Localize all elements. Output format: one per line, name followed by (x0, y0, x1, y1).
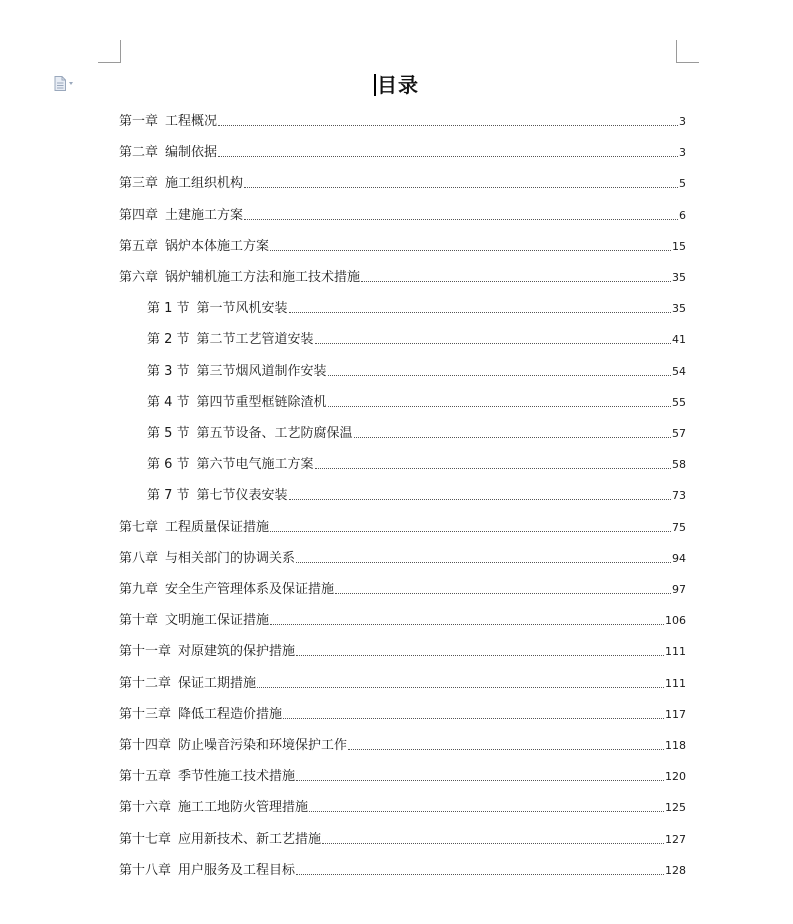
toc-dot-leader (315, 468, 671, 469)
toc-entry-number: 第十五章 (119, 769, 172, 785)
toc-entry-page-number: 111 (665, 645, 686, 659)
toc-dot-leader (315, 343, 671, 344)
toc-dot-leader (244, 187, 678, 188)
toc-dot-leader (354, 437, 671, 438)
toc-dot-leader (335, 593, 671, 594)
toc-entry-page-number: 120 (665, 770, 686, 784)
toc-entry-number: 第 1 节 (147, 301, 190, 317)
toc-entry-title: 工程质量保证措施 (165, 519, 270, 535)
toc-entry-title: 第三节烟风道制作安装 (196, 363, 327, 379)
toc-entry-page-number: 117 (665, 707, 686, 721)
toc-dot-leader (270, 250, 671, 251)
toc-entry-number: 第 3 节 (147, 363, 190, 379)
toc-entry-title: 对原建筑的保护措施 (178, 644, 296, 660)
toc-entry-number: 第二章 (119, 145, 159, 161)
toc-entry-number: 第十四章 (119, 738, 172, 753)
toc-entry[interactable] (147, 296, 686, 316)
toc-entry-page-number: 54 (672, 364, 686, 378)
toc-entry[interactable] (119, 546, 686, 566)
toc-entry-title: 防止噪音污染和环境保护工作 (178, 738, 348, 753)
toc-entry-title: 第六节电气施工方案 (196, 457, 314, 473)
toc-entry-number: 第一章 (119, 114, 159, 129)
toc-entry-title: 锅炉辅机施工方法和施工技术措施 (165, 270, 361, 285)
toc-entry-number: 第六章 (119, 270, 159, 285)
toc-entry-number: 第十六章 (119, 800, 172, 816)
toc-entry-number: 第 2 节 (147, 332, 190, 348)
toc-entry-title: 降低工程造价措施 (178, 706, 283, 722)
toc-entry[interactable] (119, 140, 686, 160)
toc-entry-page-number: 3 (679, 115, 686, 128)
toc-dot-leader (270, 624, 664, 625)
toc-dot-leader (361, 281, 671, 282)
toc-entry-page-number: 75 (672, 520, 686, 534)
toc-entry-title: 应用新技术、新工艺措施 (178, 831, 322, 847)
toc-entry[interactable] (119, 858, 686, 878)
toc-entry-number: 第十二章 (119, 675, 172, 691)
toc-entry-page-number: 97 (672, 583, 686, 596)
toc-dot-leader (296, 562, 671, 563)
toc-dot-leader (296, 655, 664, 656)
toc-entry-title: 第四节重型框链除渣机 (196, 394, 327, 410)
toc-entry-page-number: 41 (672, 333, 686, 347)
toc-entry-number: 第八章 (119, 550, 159, 566)
toc-entry[interactable] (119, 764, 686, 784)
toc-entry-page-number: 73 (672, 489, 686, 503)
toc-entry-page-number: 15 (672, 239, 686, 253)
toc-entry-page-number: 128 (665, 863, 686, 877)
crop-mark-top-right (676, 40, 699, 63)
toc-dot-leader (348, 749, 664, 750)
toc-entry-title: 保证工期措施 (178, 675, 257, 691)
toc-entry[interactable] (119, 671, 686, 691)
toc-entry-title: 施工工地防火管理措施 (178, 800, 309, 816)
toc-entry-title: 锅炉本体施工方案 (165, 238, 270, 254)
toc-entry[interactable] (147, 421, 686, 441)
toc-entry-number: 第 7 节 (147, 488, 190, 504)
toc-entry[interactable] (119, 827, 686, 847)
toc-dot-leader (218, 156, 678, 157)
toc-dot-leader (270, 531, 671, 532)
toc-entry-title: 土建施工方案 (165, 207, 244, 223)
toc-entry-page-number: 35 (672, 302, 686, 316)
toc-entry-number: 第七章 (119, 519, 159, 535)
toc-entry-number: 第三章 (119, 176, 159, 192)
toc-entry-page-number: 57 (672, 427, 686, 440)
toc-entry[interactable] (119, 515, 686, 535)
toc-entry-number: 第十一章 (119, 644, 172, 660)
toc-dot-leader (218, 125, 678, 126)
toc-entry-page-number: 106 (665, 614, 686, 628)
toc-entry[interactable] (147, 452, 686, 472)
toc-entry[interactable] (119, 109, 686, 129)
toc-entry-title: 第二节工艺管道安装 (196, 332, 314, 348)
toc-entry-page-number: 55 (672, 395, 686, 409)
toc-dot-leader (257, 687, 664, 688)
toc-entry-page-number: 94 (672, 551, 686, 565)
toc-entry-title: 第一节风机安装 (196, 301, 288, 317)
toc-entry-page-number: 3 (679, 146, 686, 160)
toc-entry-title: 文明施工保证措施 (165, 613, 270, 629)
toc-dot-leader (328, 375, 671, 376)
page-title[interactable]: 目录 (377, 73, 419, 97)
toc-entry[interactable] (119, 639, 686, 659)
toc-dot-leader (328, 406, 671, 407)
toc-entry-title: 安全生产管理体系及保证措施 (165, 582, 335, 597)
toc-entry[interactable] (119, 795, 686, 815)
toc-dot-leader (289, 312, 671, 313)
toc-entry-number: 第五章 (119, 238, 159, 254)
toc-dot-leader (283, 718, 664, 719)
toc-entry[interactable] (147, 327, 686, 347)
toc-entry-title: 季节性施工技术措施 (178, 769, 296, 785)
toc-dot-leader (309, 811, 664, 812)
toc-entry[interactable] (119, 577, 686, 597)
toc-entry-page-number: 127 (665, 832, 686, 846)
toc-entry[interactable] (119, 171, 686, 191)
text-cursor (374, 74, 376, 96)
toc-entry[interactable] (147, 390, 686, 410)
toc-entry[interactable] (119, 702, 686, 722)
toc-dot-leader (244, 219, 678, 220)
toc-entry-title: 第五节设备、工艺防腐保温 (196, 426, 353, 441)
toc-entry-title: 工程概况 (165, 114, 218, 129)
toc-dot-leader (322, 843, 664, 844)
toc-entry-number: 第四章 (119, 207, 159, 223)
toc-entry[interactable] (119, 203, 686, 223)
toc-entry-title: 第七节仪表安装 (196, 488, 288, 504)
toc-entry[interactable] (119, 733, 686, 753)
toc-entry-page-number: 6 (679, 208, 686, 222)
toc-entry-page-number: 118 (665, 739, 686, 752)
toc-entry-title: 与相关部门的协调关系 (165, 550, 296, 566)
toc-dot-leader (289, 499, 671, 500)
title-row (0, 69, 793, 97)
toc-entry-number: 第九章 (119, 582, 159, 597)
toc-entry[interactable] (119, 265, 686, 285)
toc-entry[interactable] (147, 359, 686, 379)
toc-entry-page-number: 5 (679, 177, 686, 191)
toc-entry-number: 第 6 节 (147, 457, 190, 473)
toc-entry[interactable] (119, 608, 686, 628)
toc-dot-leader (296, 780, 664, 781)
toc-entry-title: 施工组织机构 (165, 176, 244, 192)
toc-dot-leader (296, 874, 664, 875)
toc-entry-number: 第 4 节 (147, 394, 190, 410)
toc-entry-number: 第十三章 (119, 706, 172, 722)
toc-entry-title: 编制依据 (165, 145, 218, 161)
toc-entry-page-number: 58 (672, 458, 686, 472)
toc-entry-number: 第十章 (119, 613, 159, 629)
crop-mark-top-left (98, 40, 121, 63)
toc-entry-page-number: 35 (672, 271, 686, 284)
toc-entry-number: 第十八章 (119, 862, 172, 878)
toc-entry-page-number: 125 (665, 801, 686, 815)
toc-entry-title: 用户服务及工程目标 (178, 862, 296, 878)
toc-entry[interactable] (119, 234, 686, 254)
toc-entry[interactable] (147, 483, 686, 503)
toc-entry-page-number: 111 (665, 676, 686, 690)
toc-entry-number: 第十七章 (119, 831, 172, 847)
toc-entry-number: 第 5 节 (147, 426, 190, 441)
